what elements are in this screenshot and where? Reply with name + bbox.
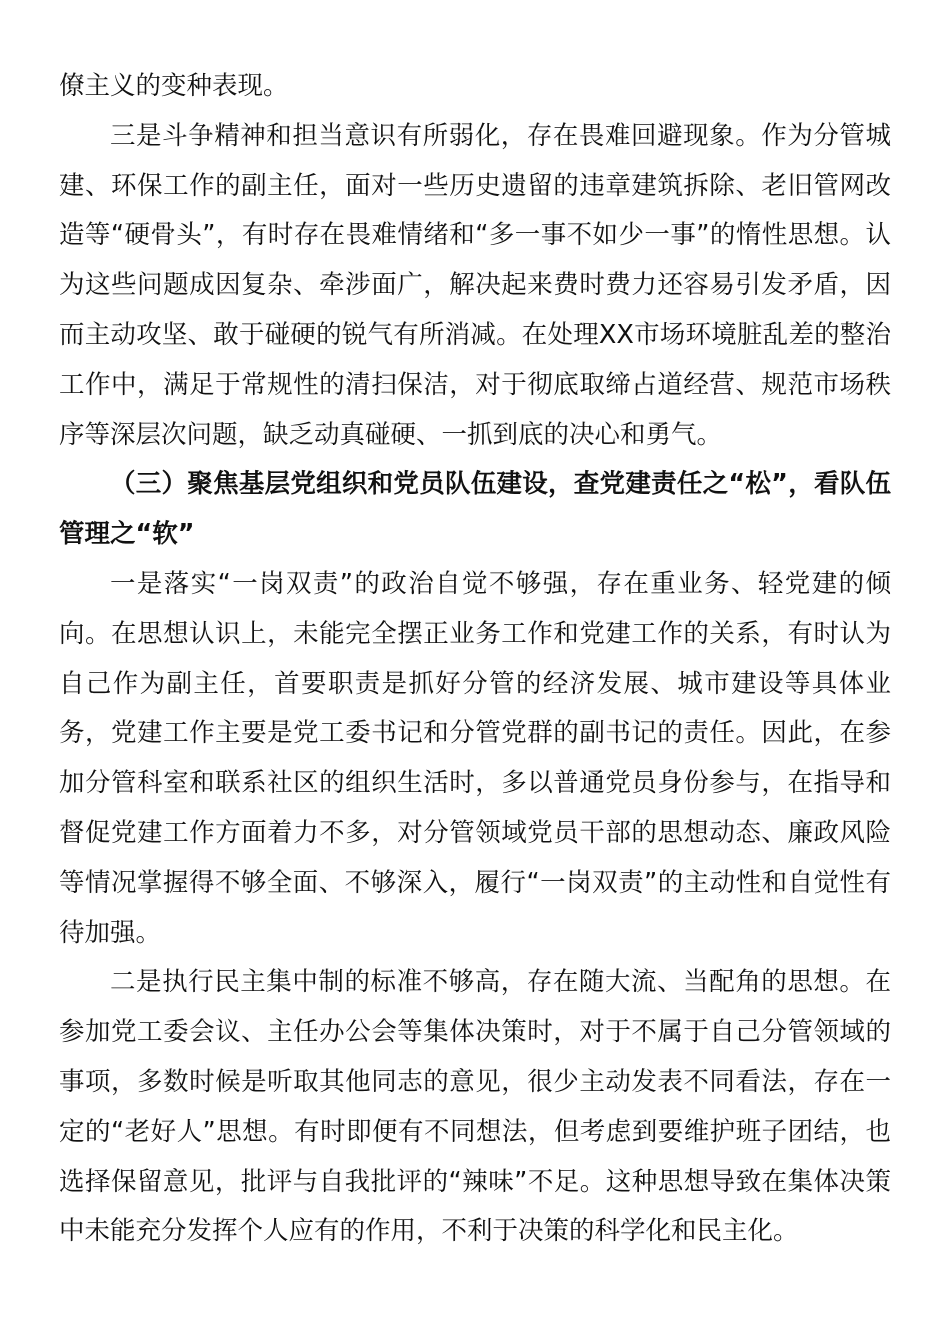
paragraph-party-responsibility: 一是落实“一岗双责”的政治自觉不够强，存在重业务、轻党建的倾向。在思想认识上，未能完全摆正业务工作和党建工作的关系，有时认为自己作为副主任，首要职责是抓好分管的经济发展、城市建设等具体业务，党建工作主要是党工委书记和分管党群的副书记的责任。因此，在参加分管科室和联系社区的组织生活时，多以普通党员身份参与，在指导和督促党建工作方面着力不多，对分管领域党员干部的思想动态、廉政风险等情况掌握得不够全面、不够深入，履行“一岗双责”的主动性和自觉性有待加强。 bbox=[59, 568, 891, 948]
paragraph-courage-issue: 三是斗争精神和担当意识有所弱化，存在畏难回避现象。作为分管城建、环保工作的副主任，面对一些历史遗留的违章建筑拆除、老旧管网改造等“硬骨头”，有时存在畏难情绪和“多一事不如少一事”的惰性思想。认为这些问题成因复杂、牵涉面广，解决起来费时费力还容易引发矛盾，因而主动攻坚、敢于碰硬的锐气有所消减。在处理XX市场环境脏乱差的整治工作中，满足于常规性的清扫保洁，对于彻底取缔占道经营、规范市场秩序等深层次问题，缺乏动真碰硬、一抓到底的决心和勇气。 bbox=[59, 120, 891, 450]
paragraph-democratic-centralism: 二是执行民主集中制的标准不够高，存在随大流、当配角的思想。在参加党工委会议、主任办公会等集体决策时，对于不属于自己分管领域的事项，多数时候是听取其他同志的意见，很少主动发表不同看法，存在一定的“老好人”思想。有时即便有不同想法，但考虑到要维护班子团结，也选择保留意见，批评与自我批评的“辣味”不足。这种思想导致在集体决策中未能充分发挥个人应有的作用，不利于决策的科学化和民主化。 bbox=[59, 967, 891, 1247]
paragraph-continuation: 僚主义的变种表现。 bbox=[59, 71, 289, 101]
section-heading-three: （三）聚焦基层党组织和党员队伍建设，查党建责任之“松”，看队伍管理之“软” bbox=[59, 469, 891, 550]
document-body bbox=[59, 62, 891, 1257]
